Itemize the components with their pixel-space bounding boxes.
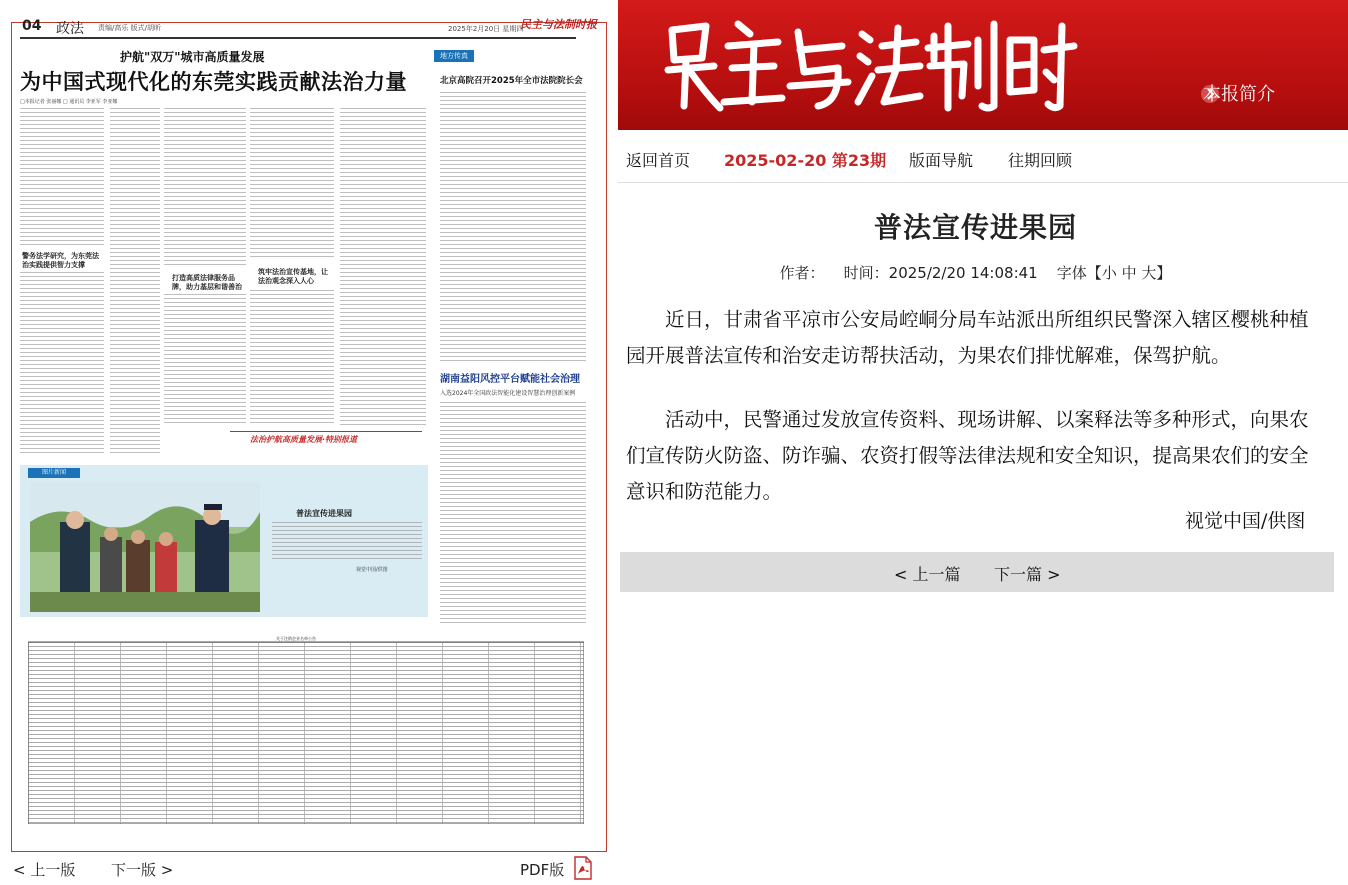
layout-nav-link[interactable]: 版面导航 — [909, 151, 974, 170]
article-photo-credit: 视觉中国/供图 — [1185, 510, 1306, 532]
page-section: 政法 — [56, 21, 84, 37]
sidebar-tag: 地方传真 — [434, 50, 474, 62]
lead-text-column — [340, 108, 426, 426]
font-medium-button[interactable]: 中 — [1121, 264, 1137, 282]
newspaper-intro-link[interactable]: 本报简介 — [1203, 84, 1275, 105]
article-paragraph: 近日，甘肃省平凉市公安局崆峒分局车站派出所组织民警深入辖区樱桃种植园开展普法宣传和治安走访帮扶活动，为果农们排忧解难，保驾护航。 — [626, 308, 1309, 367]
sidebar-text — [440, 92, 586, 364]
feature-banner-text: 法治护航高质量发展·特别报道 — [250, 435, 358, 444]
page-masthead: 民主与法制时报 — [520, 18, 597, 31]
lead-headline[interactable]: 为中国式现代化的东莞实践贡献法治力量 — [20, 70, 407, 94]
lead-text-column — [164, 294, 246, 426]
site-header — [618, 0, 1348, 130]
next-edition-link[interactable]: 下一版 > — [111, 861, 174, 879]
back-home-link[interactable]: 返回首页 — [626, 151, 691, 170]
article-paragraph: 活动中，民警通过发放宣传资料、现场讲解、以案释法等多种形式，向果农们宣传防火防盗、防诈骗、农资打假等法律法规和安全知识，提高果农们的安全意识和防范能力。 — [626, 408, 1309, 503]
photo-caption-text — [272, 522, 422, 562]
past-issues-link[interactable]: 往期回顾 — [1008, 151, 1073, 170]
lead-text-column — [164, 108, 246, 268]
next-article-link[interactable]: 下一篇 > — [994, 565, 1061, 584]
page-number: 04 — [22, 18, 42, 34]
page-editors: 责编/高乐 版式/胡昕 — [98, 24, 161, 32]
font-size-label: 字体【 — [1056, 264, 1102, 282]
photo-caption-credit: 视觉中国/供图 — [356, 567, 388, 573]
font-size-close: 】 — [1156, 264, 1172, 282]
current-issue-label[interactable]: 2025-02-20 第23期 — [724, 151, 887, 170]
lead-subhead-1: 警务法学研究，为东莞法治实践提供智力支撑 — [22, 252, 99, 269]
lead-text-column — [20, 108, 104, 248]
newspaper-page-panel — [0, 0, 618, 885]
pdf-icon[interactable] — [573, 856, 593, 880]
lead-byline: □本报记者 张丽娜 □ 通讯员 李亚军 李亚娜 — [20, 99, 118, 105]
notice-table[interactable] — [28, 634, 584, 824]
sidebar-text — [440, 402, 586, 624]
prev-article-link[interactable]: < 上一篇 — [894, 565, 961, 584]
time-label: 时间： — [843, 264, 889, 282]
page-date: 2025年2月20日 星期四 — [448, 25, 524, 33]
lead-text-column — [250, 108, 334, 260]
photo-caption-title[interactable]: 普法宣传进果园 — [296, 509, 352, 518]
article-meta — [618, 262, 1333, 283]
sidebar-headline-1[interactable]: 北京高院召开2025年全市法院院长会 — [440, 76, 583, 86]
lead-subhead-3: 筑牢法治宣传基地，让法治观念深入人心 — [258, 268, 328, 285]
font-large-button[interactable]: 大 — [1141, 264, 1157, 282]
time-value: 2025/2/20 14:08:41 — [888, 264, 1038, 282]
sidebar-headline-2[interactable]: 湖南益阳风控平台赋能社会治理 — [440, 374, 580, 385]
article-title: 普法宣传进果园 — [873, 211, 1077, 244]
prev-edition-link[interactable]: < 上一版 — [13, 861, 76, 879]
notice-table-title: 关于注销企业名单公告 — [276, 636, 316, 641]
lead-kicker[interactable]: 护航"双万"城市高质量发展 — [120, 50, 265, 64]
masthead-logo[interactable] — [658, 10, 1078, 120]
lead-text-column — [250, 290, 334, 426]
font-small-button[interactable]: 小 — [1101, 264, 1117, 282]
sidebar-subheadline-2: 入选2024年全国政法智能化建设智慧治理创新案例 — [440, 390, 576, 397]
lead-text-column — [110, 108, 160, 456]
photo-news-tag: 图片新闻 — [28, 468, 80, 478]
orchard-photo — [30, 482, 260, 612]
pdf-link[interactable]: PDF版 — [520, 861, 565, 879]
author-label: 作者： — [779, 264, 825, 282]
lead-subhead-2: 打造高质法律服务品牌，助力基层和谐善治 — [172, 274, 242, 291]
lead-text-column — [20, 272, 104, 456]
page-header-rule — [20, 37, 576, 39]
article-pager — [620, 552, 1334, 592]
